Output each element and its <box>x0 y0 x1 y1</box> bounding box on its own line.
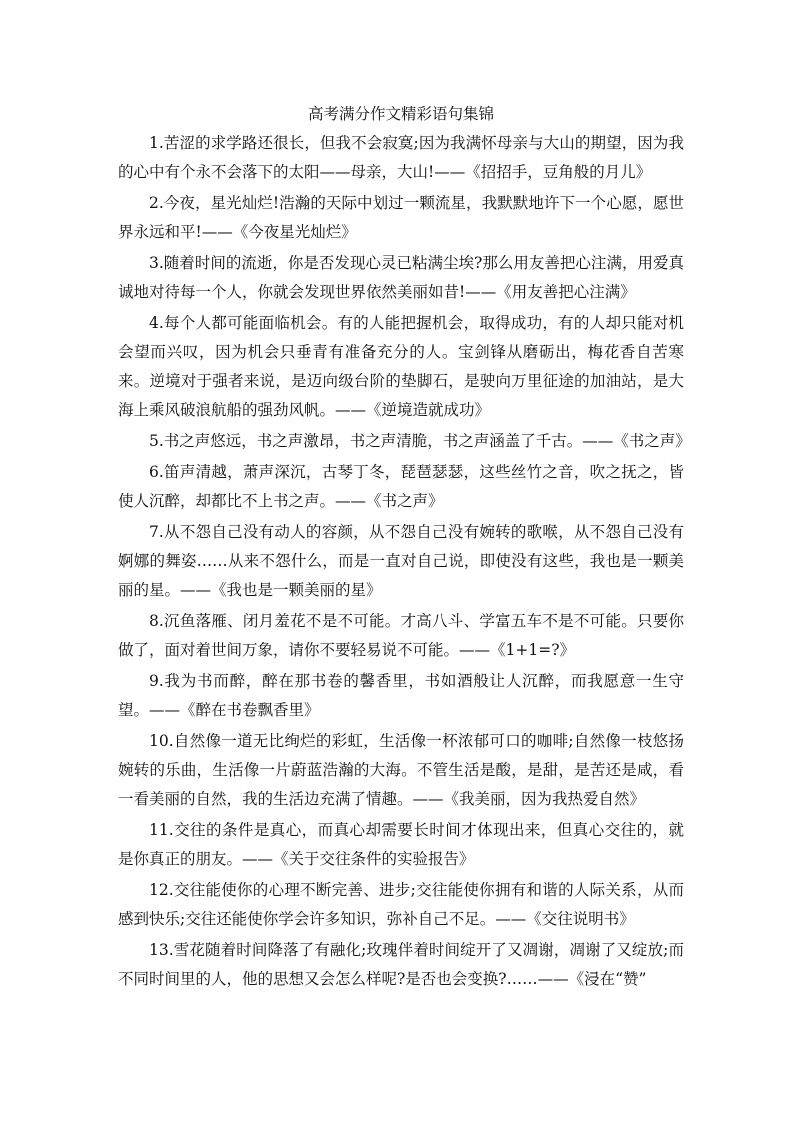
paragraph-13: 13.雪花随着时间降落了有融化;玫瑰伴着时间绽开了又凋谢，凋谢了又绽放;而不同时间里的人，他的思想又会怎么样呢?是否也会变换?……——《浸在“赞” <box>118 941 684 988</box>
document-body <box>118 99 691 996</box>
paragraph-2: 2.今夜，星光灿烂!浩瀚的天际中划过一颗流星，我默默地许下一个心愿，愿世界永远和平!——《今夜星光灿烂》 <box>118 194 684 241</box>
paragraph-4: 4.每个人都可能面临机会。有的人能把握机会，取得成功，有的人却只能对机会望而兴叹，因为机会只垂青有准备充分的人。宝剑锋从磨砺出，梅花香自苦寒来。逆境对于强者来说，是迈向级台阶的垫脚石，是驶向万里征途的加油站，是大海上乘风破浪航船的强劲风帆。——《逆境造就成功》 <box>118 314 684 419</box>
paragraph-1: 1.苦涩的求学路还很长，但我不会寂寞;因为我满怀母亲与大山的期望，因为我的心中有个永不会落下的太阳——母亲，大山!——《招招手，豆角般的月儿》 <box>118 134 684 181</box>
paragraph-11: 11.交往的条件是真心，而真心却需要长时间才体现出来，但真心交往的，就是你真正的朋友。——《关于交往条件的实验报告》 <box>118 821 684 868</box>
document-title: 高考满分作文精彩语句集锦 <box>307 105 494 123</box>
paragraph-3: 3.随着时间的流逝，你是否发现心灵已粘满尘埃?那么用友善把心注满，用爱真诚地对待每一个人，你就会发现世界依然美丽如昔!——《用友善把心注满》 <box>118 254 684 301</box>
paragraph-6: 6.笛声清越，萧声深沉，古琴丁冬，琵琶瑟瑟，这些丝竹之音，吹之抚之，皆使人沉醉，却都比不上书之声。——《书之声》 <box>118 463 684 510</box>
paragraph-7: 7.从不怨自己没有动人的容颜，从不怨自己没有婉转的歌喉，从不怨自己没有婀娜的舞姿……从来不怨什么，而是一直对自己说，即使没有这些，我也是一颗美丽的星。——《我也是一颗美丽的星》 <box>118 523 684 599</box>
paragraph-12: 12.交往能使你的心理不断完善、进步;交往能使你拥有和谐的人际关系，从而感到快乐;交往还能使你学会许多知识，弥补自己不足。——《交往说明书》 <box>118 881 684 928</box>
paragraph-8: 8.沉鱼落雁、闭月羞花不是不可能。才高八斗、学富五车不是不可能。只要你做了，面对着世间万象，请你不要轻易说不可能。——《1+1=?》 <box>118 612 684 659</box>
paragraph-10: 10.自然像一道无比绚烂的彩虹，生活像一杯浓郁可口的咖啡;自然像一枝悠扬婉转的乐曲，生活像一片蔚蓝浩瀚的大海。不管生活是酸，是甜，是苦还是咸，看一看美丽的自然，我的生活边充满了情趣。——《我美丽，因为我热爱自然》 <box>118 732 684 808</box>
paragraph-9: 9.我为书而醉，醉在那书卷的馨香里，书如酒般让人沉醉，而我愿意一生守望。——《醉在书卷飘香里》 <box>118 672 684 719</box>
paragraph-5: 5.书之声悠远，书之声激昂，书之声清脆，书之声涵盖了千古。——《书之声》 <box>149 432 691 450</box>
